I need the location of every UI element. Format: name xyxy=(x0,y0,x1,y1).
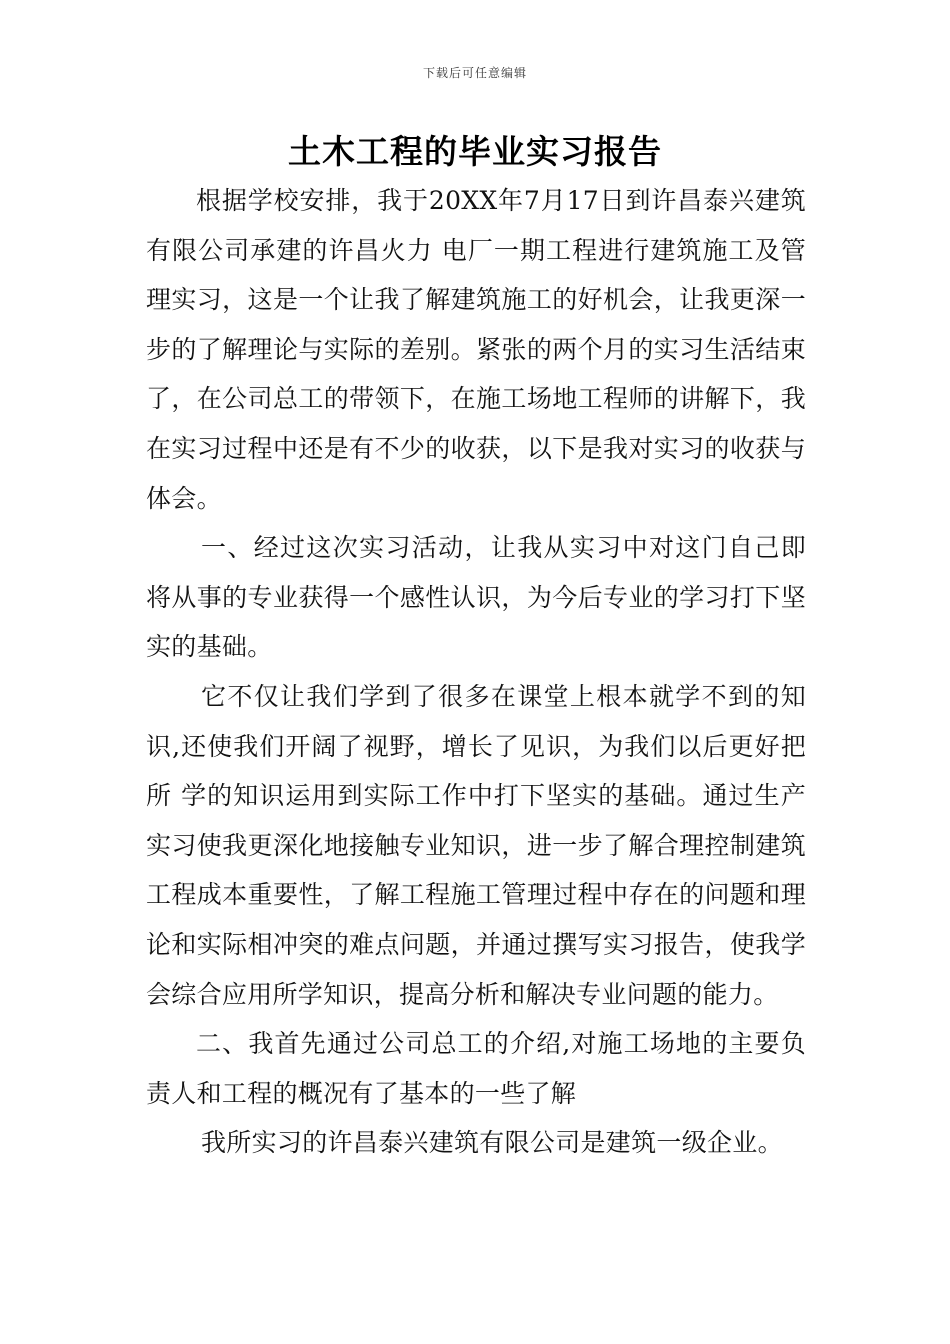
header-note: 下载后可任意编辑 xyxy=(422,66,527,80)
paragraph-intro: 根据学校安排，我于20XX年7月17日到许昌泰兴建筑有限公司承建的许昌火力 电厂一期工程进行建筑施工及管理实习，这是一个让我了解建筑施工的好机会，让我更深一步的了解理论与实际的差别。紧张的两个月的实习生活结束了，在公司总工的带领下，在施工场地工程师的讲解下，我在实习过程中还是有不少的收获，以下是我对实习的收获与体会。 xyxy=(146,186,806,513)
paragraph-benefits: 它不仅让我们学到了很多在课堂上根本就学不到的知识,还使我们开阔了视野，增长了见识，为我们以后更好把所 学的知识运用到实际工作中打下坚实的基础。通过生产实习使我更深化地接触专业知识，进一步了解合理控制建筑工程成本重要性，了解工程施工管理过程中存在的问题和理论和实际相冲突的难点问题，并通过撰写实习报告，使我学会综合应用所学知识，提高分析和解决专业问题的能力。 xyxy=(146,681,806,1009)
paragraph-section-two: 二、我首先通过公司总工的介绍,对施工场地的主要负责人和工程的概况有了基本的一些了解 xyxy=(146,1029,806,1108)
paragraph-company: 我所实习的许昌泰兴建筑有限公司是建筑一级企业。 xyxy=(201,1128,783,1158)
document-body xyxy=(146,176,806,1168)
paragraph-section-one: 一、经过这次实习活动，让我从实习中对这门自己即将从事的专业获得一个感性认识，为今后专业的学习打下坚实的基础。 xyxy=(146,533,806,662)
document-title: 土木工程的毕业实习报告 xyxy=(288,132,662,171)
